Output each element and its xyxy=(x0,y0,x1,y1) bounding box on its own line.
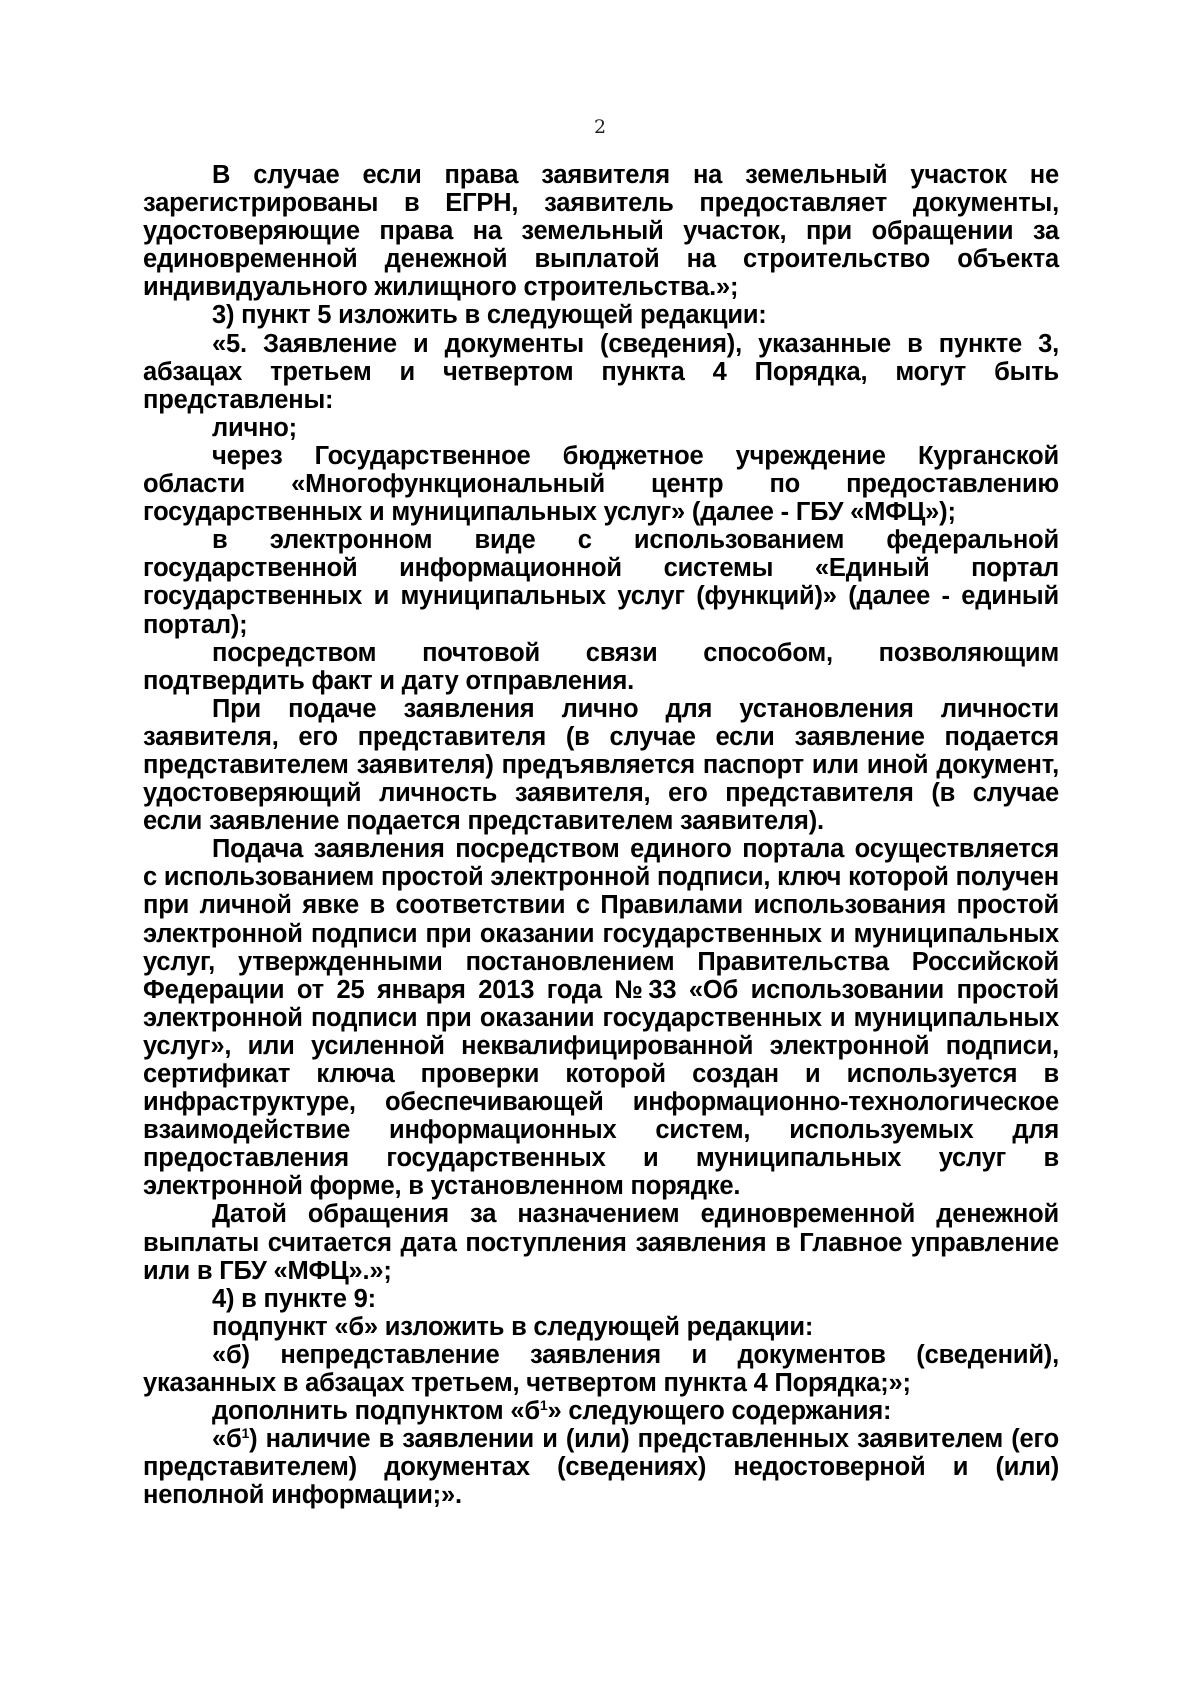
superscript: 1 xyxy=(539,1397,548,1414)
superscript: 1 xyxy=(241,1425,250,1442)
paragraph: Датой обращения за назначением единовременной денежной выплаты считается дата поступления заявления в Главное управление или в ГБУ «МФЦ».»; xyxy=(143,1200,1059,1285)
paragraph: В случае если права заявителя на земельный участок не зарегистрированы в ЕГРН, заявитель предоставляет документы, удостоверяющие права на земельный участок, при обращении за единовременной денежной выплатой на строительство объекта индивидуального жилищного строительства.»; xyxy=(143,161,1059,302)
text-run: дополнить подпунктом «б xyxy=(212,1397,540,1426)
paragraph: «б) непредставление заявления и документов (сведений), указанных в абзацах третьем, четвертом пункта 4 Порядка;»; xyxy=(143,1340,1059,1398)
paragraph-subpoint-b1 xyxy=(143,1425,1059,1509)
paragraph: в электронном виде с использованием федеральной государственной информационной системы «Единый портал государственных и муниципальных услуг (функций)» (далее - единый портал); xyxy=(143,526,1059,639)
text-run: ) наличие в заявлении и (или) представленных заявителем (его представителем) документах (сведениях) недостоверной и (или) неполной информации;». xyxy=(143,1425,1059,1510)
paragraph: 3) пункт 5 изложить в следующей редакции: xyxy=(212,301,767,330)
paragraph: «5. Заявление и документы (сведения), указанные в пункте 3, абзацах третьем и четвертом пункта 4 Порядка, могут быть представлены: xyxy=(143,329,1059,414)
paragraph: подпункт «б» изложить в следующей редакции: xyxy=(212,1312,814,1341)
page-number: 2 xyxy=(593,116,607,138)
paragraph: При подаче заявления лично для установления личности заявителя, его представителя (в случае если заявление подается представителем заявителя) предъявляется паспорт или иной документ, удостоверяющий личность заявителя, его представителя (в случае если заявление подается представителем заявителя). xyxy=(143,694,1059,836)
document-body xyxy=(143,161,1059,1510)
paragraph: посредством почтовой связи способом, позволяющим подтвердить факт и дату отправления. xyxy=(143,638,1059,695)
paragraph: лично; xyxy=(212,413,297,442)
paragraph: 4) в пункте 9: xyxy=(212,1284,376,1313)
paragraph-add-subpoint xyxy=(143,1397,1059,1425)
text-run: «б xyxy=(212,1425,242,1454)
text-run: » следующего содержания: xyxy=(547,1397,892,1426)
paragraph: Подача заявления посредством единого портала осуществляется с использованием простой электронной подписи, ключ которой получен при личной явке в соответствии с Правилами использования простой электронной подписи при оказании государственных и муниципальных услуг, утвержденными постановлением Правительства Российской Федерации от 25 января 2013 года №33 «Об использовании простой электронной подписи при оказании государственных и муниципальных услуг», или усиленной неквалифицированной электронной подписи, сертификат ключа проверки которой создан и используется в инфраструктуре, обеспечивающей информационно-технологическое взаимодействие информационных систем, используемых для предоставления государственных и муниципальных услуг в электронной форме, в установленном порядке. xyxy=(143,835,1059,1201)
paragraph: через Государственное бюджетное учреждение Курганской области «Многофункциональный центр по предоставлению государственных и муниципальных услуг» (далее - ГБУ «МФЦ»); xyxy=(143,441,1059,527)
